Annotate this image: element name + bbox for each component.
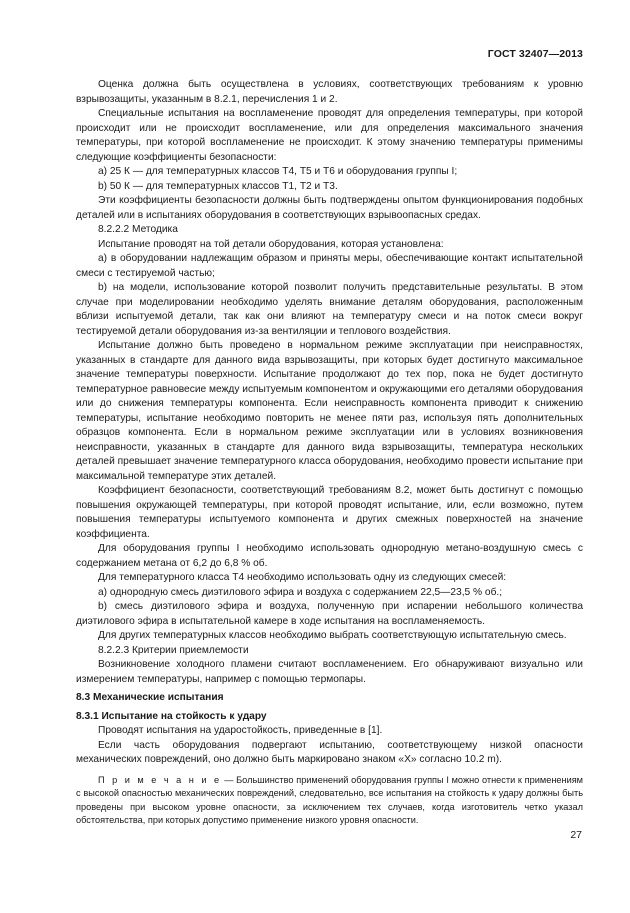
list-item: b) смесь диэтилового эфира и воздуха, полученную при испарении небольшого количества диэтилового эфира в испытательной камере в ходе испытания на воспламеняемость. bbox=[76, 601, 583, 627]
note-prefix: П р и м е ч а н и е bbox=[98, 774, 222, 785]
paragraph: Специальные испытания на воспламенение проводят для определения температуры, при которой происходит или не происходит воспламенение, или для определения максимального значения температуры, при которой воспламенение не происходит. К этому значению температуры применимы следующие коэффициенты безопасности: bbox=[76, 108, 583, 163]
paragraph: Коэффициент безопасности, соответствующий требованиям 8.2, может быть достигнут с помощью повышения окружающей температуры, при которой проводят испытание, или, если возможно, путем повышения температуры испытуемого компонента и других смежных поверхностей на значение коэффициента. bbox=[76, 485, 583, 540]
paragraph: Испытание должно быть проведено в нормальном режиме эксплуатации при неисправностях, указанных в стандарте для данного вида взрывозащиты, при которых будет достигнуто максимальное значение температуры поверхности. Испытание продолжают до тех пор, пока не будет достигнуто температурное равновесие между испытуемым компонентом и окружающими его деталями оборудования или до снижения температуры компонента. Если неисправность компонента приводит к снижению температуры, испытание необходимо повторить не менее пяти раз, используя пять дополнительных образцов компонента. Если в нормальном режиме эксплуатации или в условиях возникновения неисправности, указанных в стандарте для данного вида взрывозащиты, температура нескольких деталей превышает значение температурного класса оборудования, необходимо провести испытание при максимальной температуре этих деталей. bbox=[76, 340, 583, 482]
clause-title: 8.2.2.3 Критерии приемлемости bbox=[98, 644, 249, 656]
note bbox=[76, 774, 583, 828]
list-item: а) в оборудовании надлежащим образом и приняты меры, обеспечивающие контакт испытательной смеси с тестируемой частью; bbox=[76, 253, 583, 279]
list-item: b) на модели, использование которой позволит получить представительные результаты. В этом случае при моделировании необходимо уделять внимание деталям оборудования, расположенным вблизи испытуемой детали, так как они влияют на температуру смеси и на поток смеси вокруг тестируемой детали оборудования из-за вентиляции и теплового воздействия. bbox=[76, 282, 583, 337]
paragraph: Испытание проводят на той детали оборудования, которая установлена: bbox=[98, 238, 444, 250]
document-body bbox=[76, 78, 583, 828]
page-number: 27 bbox=[570, 829, 582, 841]
paragraph: Проводят испытания на ударостойкость, приведенные в [1]. bbox=[98, 725, 383, 736]
paragraph: Если часть оборудования подвергают испытанию, соответствующему низкой опасности механических повреждений, оно должно быть маркировано знаком «X» согласно 10.2 m). bbox=[76, 739, 583, 765]
paragraph: Возникновение холодного пламени считают воспламенением. Его обнаруживают визуально или измерением температуры, например с помощью термопары. bbox=[76, 659, 583, 685]
subsection-heading: 8.3.1 Испытание на стойкость к удару bbox=[76, 710, 267, 722]
list-item: b) 50 К — для температурных классов Т1, Т2 и Т3. bbox=[98, 180, 338, 192]
paragraph: Эти коэффициенты безопасности должны быть подтверждены опытом функционирования подобных деталей или в испытаниях оборудования в соответствующих взрывоопасных средах. bbox=[76, 195, 583, 221]
paragraph: Оценка должна быть осуществлена в условиях, соответствующих требованиям к уровню взрывозащиты, указанным в 8.2.1, перечисления 1 и 2. bbox=[76, 79, 583, 105]
note-text: — Большинство применений оборудования группы I можно отнести к применениям с высокой опасностью механических повреждений, следовательно, все испытания на стойкость к удару должны быть проведены при высоком уровне опасности, за исключением тех случаев, когда изготовитель четко указал обстоятельства, при которых допустимо применение низкого уровня опасности. bbox=[76, 774, 583, 826]
paragraph: Для оборудования группы I необходимо использовать однородную метано-воздушную смесь с содержанием метана от 6,2 до 6,8 % об. bbox=[76, 543, 583, 569]
paragraph: Для других температурных классов необходимо выбрать соответствующую испытательную смесь. bbox=[98, 630, 567, 641]
clause-title: 8.2.2.2 Методика bbox=[98, 224, 178, 235]
document-header: ГОСТ 32407—2013 bbox=[487, 48, 583, 60]
paragraph: Для температурного класса Т4 необходимо использовать одну из следующих смесей: bbox=[98, 572, 507, 583]
list-item: а) 25 К — для температурных классов Т4, Т5 и Т6 и оборудования группы I; bbox=[98, 166, 458, 177]
section-heading: 8.3 Механические испытания bbox=[76, 692, 224, 703]
list-item: а) однородную смесь диэтилового эфира и воздуха с содержанием 22,5—23,5 % об.; bbox=[98, 586, 503, 598]
